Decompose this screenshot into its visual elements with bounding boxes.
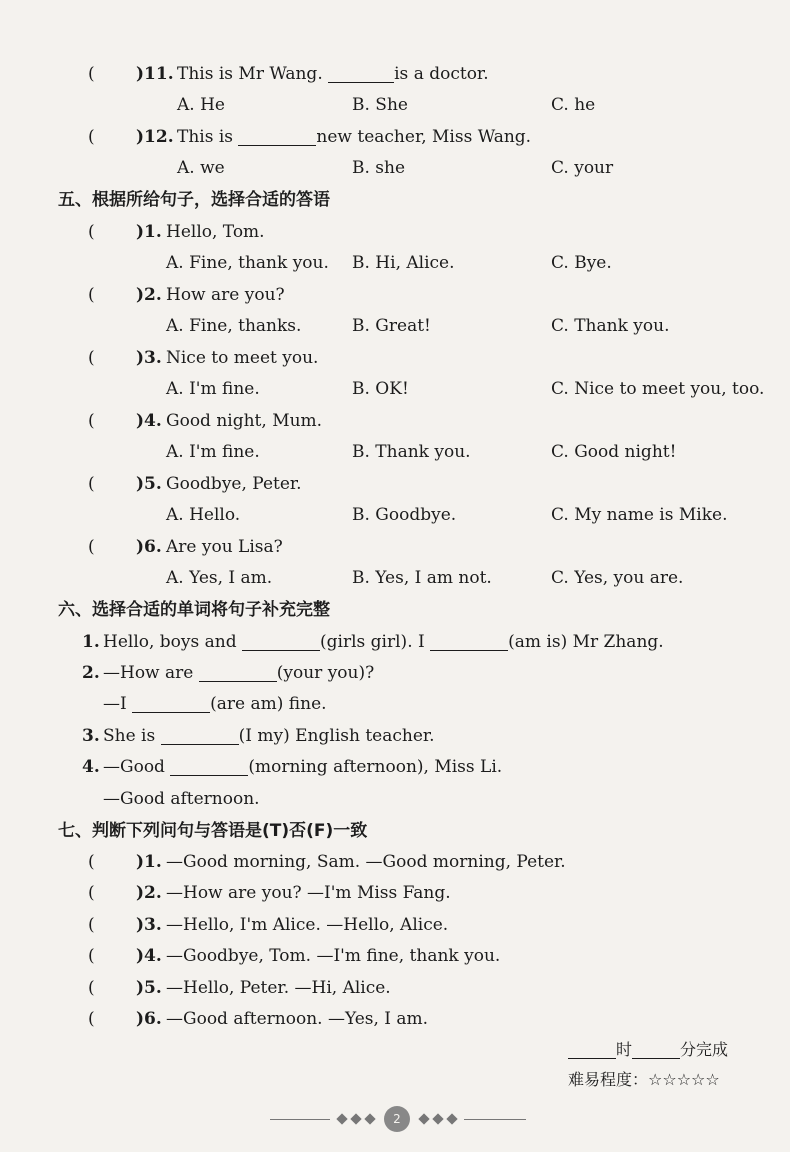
item-number: 1. <box>82 632 100 652</box>
part5-question-4 <box>0 405 790 437</box>
option-c: C. Good night! <box>551 442 677 462</box>
question-number: )11. <box>136 64 174 84</box>
item-number: 2. <box>82 663 100 683</box>
option-a: A. Fine, thanks. <box>166 316 302 336</box>
fill-line-2 <box>0 657 790 689</box>
part7-question-5 <box>0 972 790 1004</box>
option-a: A. Fine, thank you. <box>166 253 329 273</box>
part7-question-1 <box>0 846 790 878</box>
option-b: B. Goodbye. <box>352 505 457 525</box>
part5-question-1 <box>0 216 790 248</box>
answer-blank[interactable] <box>161 724 239 745</box>
option-c: C. your <box>551 158 614 178</box>
section-heading-6: 六、选择合适的单词将句子补充完整 <box>58 600 330 620</box>
answer-paren: ( <box>88 127 95 147</box>
question-number: )6. <box>136 537 162 557</box>
question-11 <box>0 58 790 90</box>
question-text: This is Mr Wang. <box>177 64 329 84</box>
answer-paren[interactable]: ( <box>88 537 95 557</box>
option-c: C. he <box>551 95 596 115</box>
fill-line-4 <box>0 751 790 783</box>
completion-time <box>568 1036 728 1064</box>
sentence-text: —Good <box>103 757 171 777</box>
part5-options-1 <box>0 247 790 279</box>
part7-question-4 <box>0 940 790 972</box>
option-a: A. I'm fine. <box>166 442 260 462</box>
part7-question-2 <box>0 877 790 909</box>
question-12-options <box>0 152 790 184</box>
answer-paren[interactable]: ( <box>88 1009 95 1029</box>
question-text-after: is a doctor. <box>394 64 489 84</box>
answer-paren[interactable]: ( <box>88 883 95 903</box>
question-text: —Good morning, Sam. —Good morning, Peter. <box>166 852 566 872</box>
question-text: —Hello, I'm Alice. —Hello, Alice. <box>166 915 449 935</box>
question-number: )1. <box>136 222 162 242</box>
diamond-icon <box>432 1113 443 1124</box>
option-b: B. Hi, Alice. <box>352 253 455 273</box>
option-a: A. I'm fine. <box>166 379 260 399</box>
answer-blank[interactable] <box>430 630 508 651</box>
question-12 <box>0 121 790 153</box>
option-b: B. She <box>352 95 408 115</box>
question-text: How are you? <box>166 285 285 305</box>
part5-question-6 <box>0 531 790 563</box>
question-number: )3. <box>136 348 162 368</box>
item-number: 3. <box>82 726 100 746</box>
answer-paren[interactable]: ( <box>88 348 95 368</box>
answer-blank[interactable] <box>328 62 394 83</box>
question-text: Nice to meet you. <box>166 348 319 368</box>
part5-options-5 <box>0 499 790 531</box>
part7-question-6 <box>0 1003 790 1035</box>
page-number: 2 <box>384 1106 410 1132</box>
ornament-line <box>464 1119 526 1120</box>
minute-blank[interactable] <box>632 1038 680 1059</box>
word-options: (girls girl). I <box>320 632 431 652</box>
option-c: C. Thank you. <box>551 316 670 336</box>
answer-paren[interactable]: ( <box>88 852 95 872</box>
minute-label: 分完成 <box>680 1040 729 1059</box>
question-11-options <box>0 89 790 121</box>
word-options: (I my) English teacher. <box>238 726 435 746</box>
option-c: C. My name is Mike. <box>551 505 728 525</box>
answer-blank[interactable] <box>238 125 316 146</box>
question-text: Good night, Mum. <box>166 411 323 431</box>
option-b: B. Thank you. <box>352 442 471 462</box>
item-number: 4. <box>82 757 100 777</box>
page-number-ornament <box>270 1104 530 1134</box>
option-c: C. Bye. <box>551 253 612 273</box>
part5-question-5 <box>0 468 790 500</box>
option-c: C. Nice to meet you, too. <box>551 379 765 399</box>
answer-blank[interactable] <box>242 630 320 651</box>
answer-paren[interactable]: ( <box>88 285 95 305</box>
fill-line-1 <box>0 626 790 658</box>
answer-paren[interactable]: ( <box>88 474 95 494</box>
part5-options-6 <box>0 562 790 594</box>
question-text: Are you Lisa? <box>166 537 283 557</box>
question-number: )3. <box>136 915 162 935</box>
option-b: B. OK! <box>352 379 409 399</box>
section-heading-7: 七、判断下列问句与答语是(T)否(F)一致 <box>58 821 368 841</box>
sentence-text: Hello, boys and <box>103 632 243 652</box>
answer-paren[interactable]: ( <box>88 411 95 431</box>
question-number: )2. <box>136 883 162 903</box>
question-text: —Goodbye, Tom. —I'm fine, thank you. <box>166 946 501 966</box>
question-text-after: new teacher, Miss Wang. <box>316 127 532 147</box>
part7-question-3 <box>0 909 790 941</box>
word-options: (are am) fine. <box>210 694 327 714</box>
diamond-icon <box>446 1113 457 1124</box>
diamond-icon <box>350 1113 361 1124</box>
question-number: )4. <box>136 946 162 966</box>
question-number: )2. <box>136 285 162 305</box>
answer-blank[interactable] <box>199 661 277 682</box>
question-text: —Hello, Peter. —Hi, Alice. <box>166 978 391 998</box>
word-options: (am is) Mr Zhang. <box>508 632 664 652</box>
answer-paren[interactable]: ( <box>88 946 95 966</box>
question-text: Goodbye, Peter. <box>166 474 302 494</box>
question-number: )12. <box>136 127 174 147</box>
option-b: B. Yes, I am not. <box>352 568 492 588</box>
section-heading-5: 五、根据所给句子，选择合适的答语 <box>58 190 330 210</box>
question-text: This is <box>177 127 239 147</box>
question-number: )5. <box>136 474 162 494</box>
option-b: B. Great! <box>352 316 431 336</box>
hour-label: 时 <box>616 1040 633 1059</box>
question-number: )6. <box>136 1009 162 1029</box>
question-number: )4. <box>136 411 162 431</box>
word-options: (your you)? <box>276 663 375 683</box>
answer-blank[interactable] <box>132 692 210 713</box>
sentence-text: She is <box>103 726 161 746</box>
fill-line-2b <box>0 688 790 720</box>
hour-blank[interactable] <box>568 1038 616 1059</box>
option-b: B. she <box>352 158 406 178</box>
option-a: A. Hello. <box>166 505 241 525</box>
answer-paren[interactable]: ( <box>88 222 95 242</box>
answer-paren: ( <box>88 64 95 84</box>
sentence-text: —How are <box>103 663 199 683</box>
sentence-text: —Good afternoon. <box>103 789 260 809</box>
ornament-line <box>270 1119 330 1120</box>
diamond-icon <box>364 1113 375 1124</box>
part5-options-4 <box>0 436 790 468</box>
question-text: —Good afternoon. —Yes, I am. <box>166 1009 429 1029</box>
question-number: )1. <box>136 852 162 872</box>
answer-paren[interactable]: ( <box>88 978 95 998</box>
fill-line-4b <box>0 783 790 815</box>
question-text: Hello, Tom. <box>166 222 265 242</box>
fill-line-3 <box>0 720 790 752</box>
sentence-text: —I <box>103 694 133 714</box>
answer-blank[interactable] <box>170 755 248 776</box>
option-a: A. He <box>177 95 225 115</box>
part5-question-2 <box>0 279 790 311</box>
question-text: —How are you? —I'm Miss Fang. <box>166 883 451 903</box>
diamond-icon <box>418 1113 429 1124</box>
option-a: A. Yes, I am. <box>166 568 273 588</box>
part5-options-2 <box>0 310 790 342</box>
option-a: A. we <box>177 158 225 178</box>
part5-options-3 <box>0 373 790 405</box>
word-options: (morning afternoon), Miss Li. <box>248 757 503 777</box>
difficulty-rating: 难易程度：☆☆☆☆☆ <box>568 1070 720 1089</box>
diamond-icon <box>336 1113 347 1124</box>
part5-question-3 <box>0 342 790 374</box>
answer-paren[interactable]: ( <box>88 915 95 935</box>
option-c: C. Yes, you are. <box>551 568 684 588</box>
question-number: )5. <box>136 978 162 998</box>
